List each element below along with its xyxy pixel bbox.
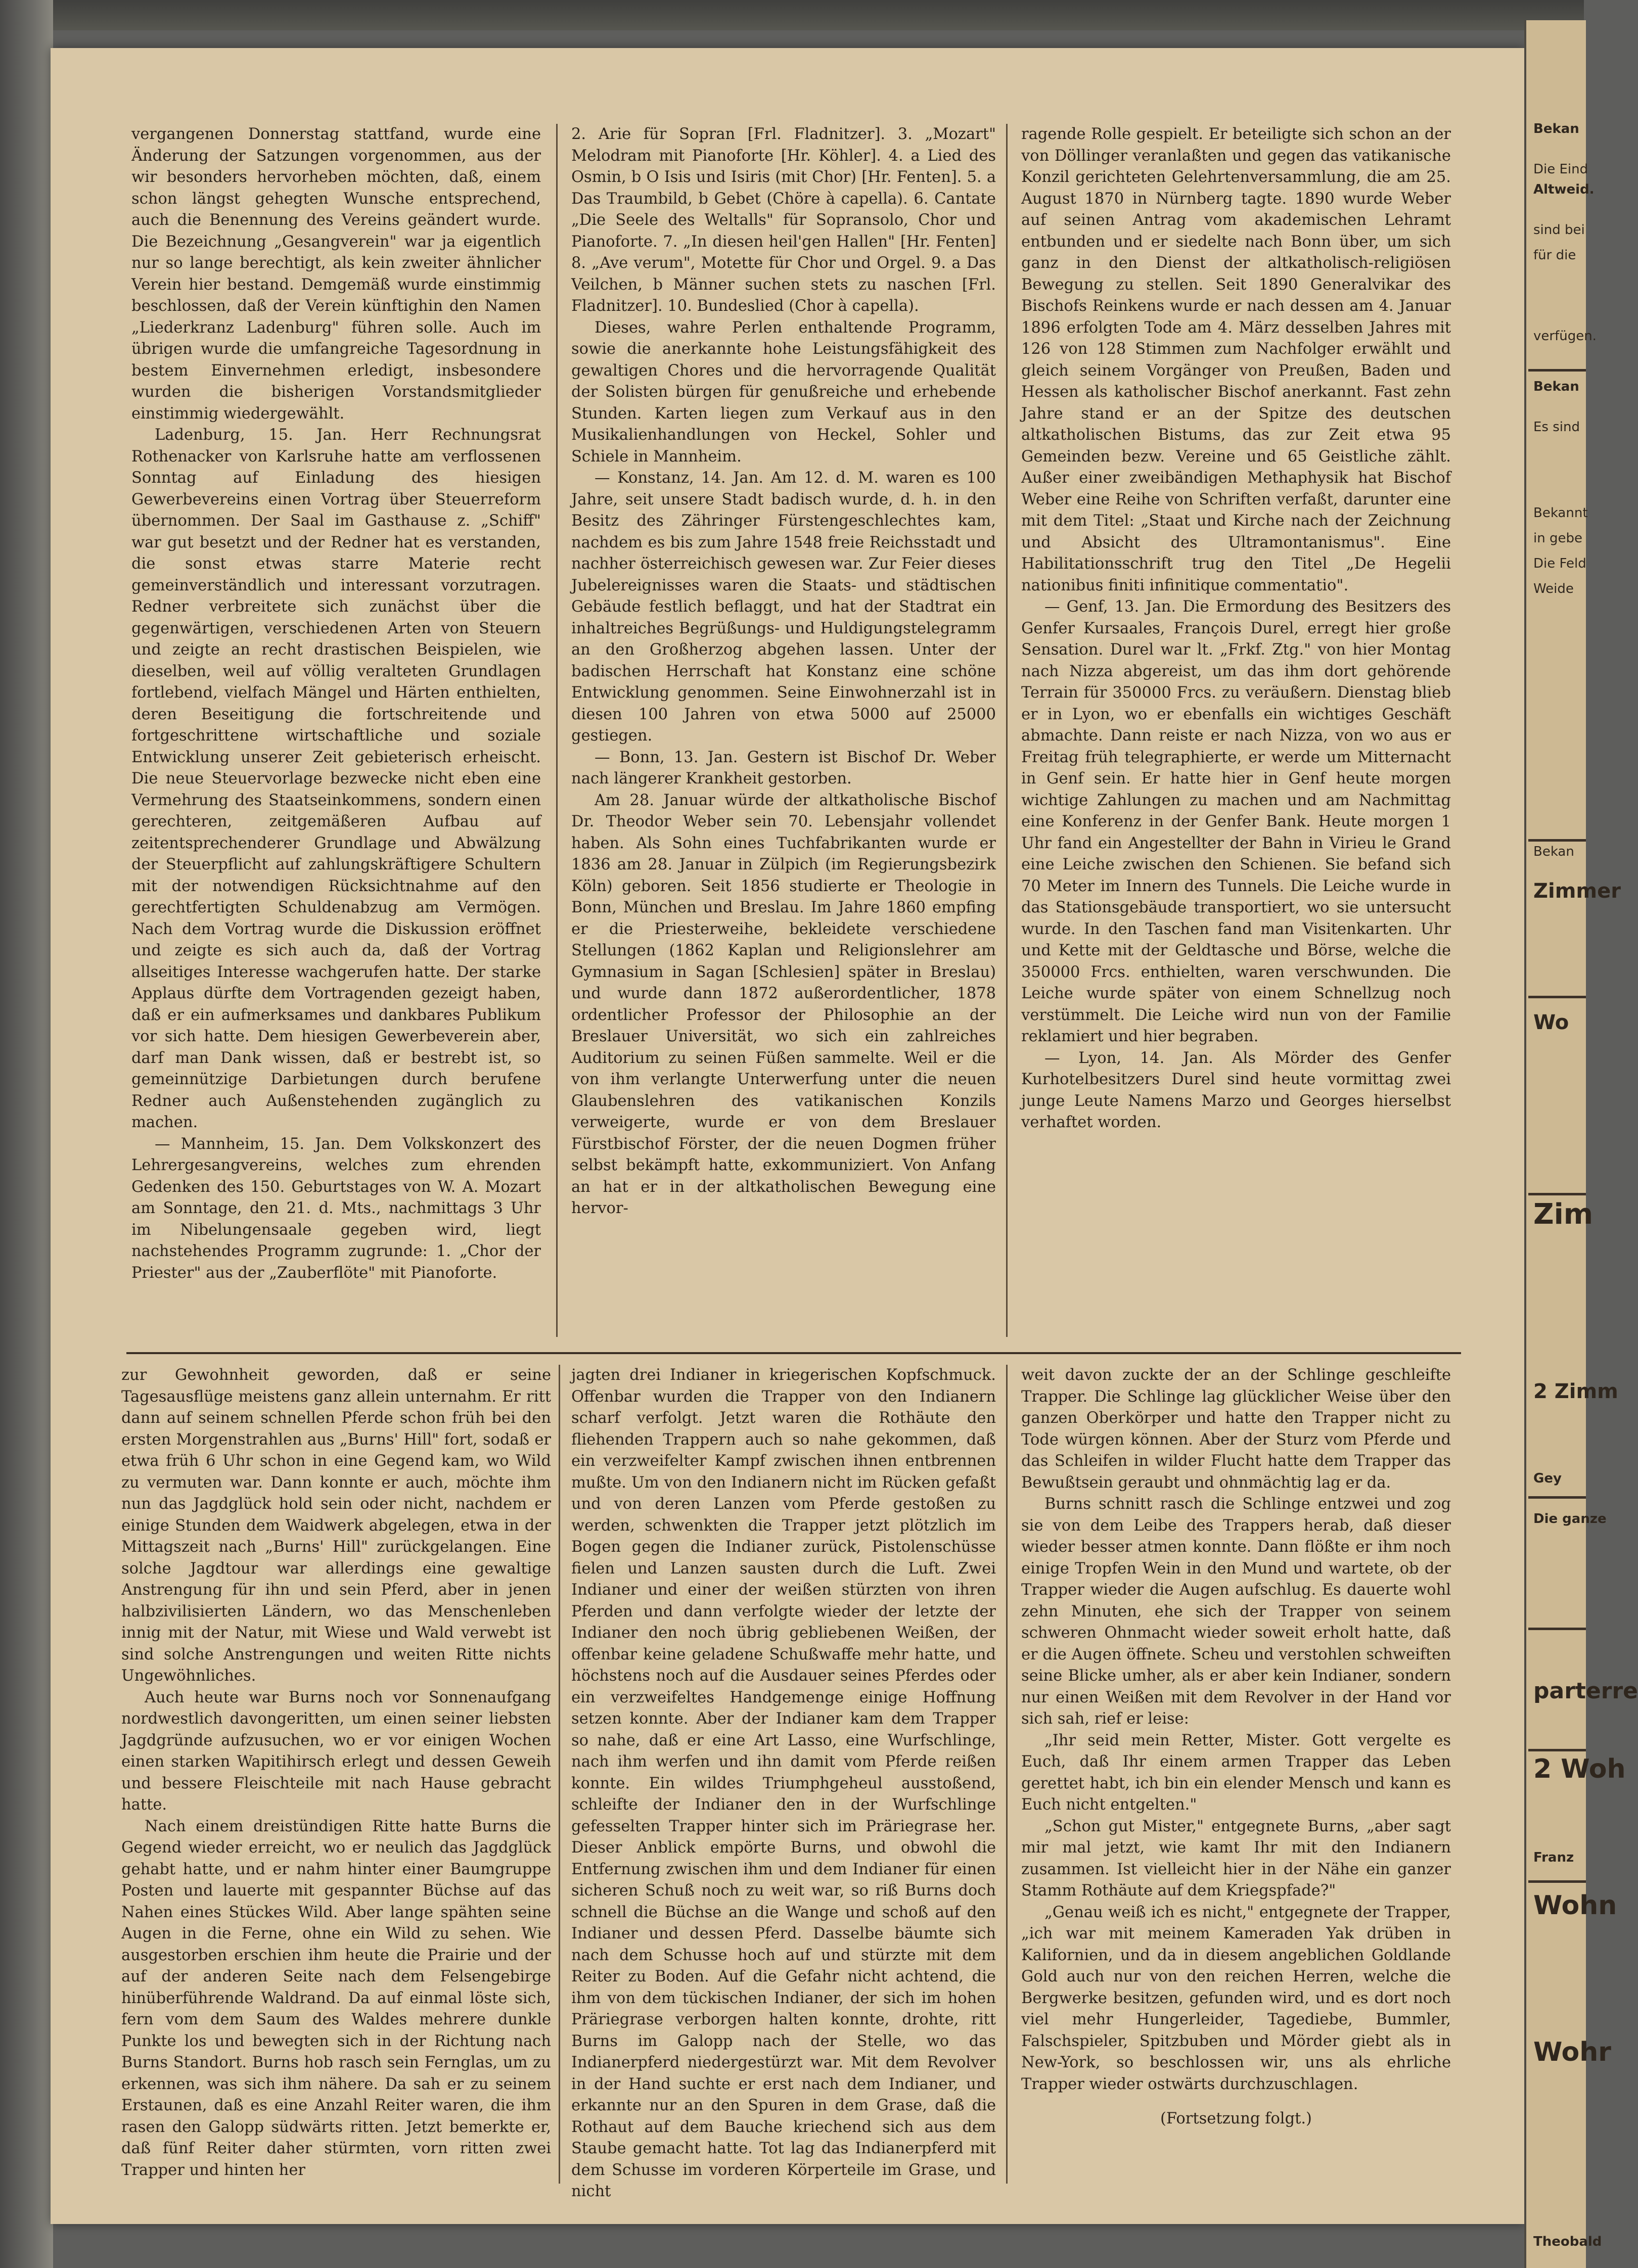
edge-rule: [1528, 996, 1586, 998]
edge-text: Bekan: [1533, 844, 1574, 859]
news-column-2: [571, 124, 996, 1220]
edge-rule: [1528, 1749, 1586, 1751]
edge-text: Bekan: [1533, 121, 1579, 136]
edge-text: Bekan: [1533, 379, 1579, 394]
edge-text: verfügen.: [1533, 329, 1597, 344]
edge-text: Altweid.: [1533, 182, 1595, 197]
edge-text: 2 Zimm: [1533, 1380, 1618, 1403]
story-paragraph: weit davon zuckte der an der Schlinge geschleifte Trapper. Die Schlinge lag glücklicher Weise über den ganzen Oberkörper und hatte den Trapper nicht zu Tode würgen können. Aber der Sturz vom Pferde und das Schleifen in wilder Flucht hatte dem Trapper das Bewußtsein geraubt und ohnmächtig lag er da.: [1021, 1366, 1451, 1492]
news-article-weber-biography: Am 28. Januar würde der altkatholische Bischof Dr. Theodor Weber sein 70. Lebensjahr vollendet haben. Als Sohn eines Tuchfabrikanten wurde er 1836 am 28. Januar in Zülpich (im Regierungsbezirk Köln) geboren. Seit 1856 studierte er Theologie in Bonn, München und Breslau. Im Jahre 1860 empfing er die Priesterweihe, bekleidete verschiedene Stellungen (1862 Kaplan und Religionslehrer am Gymnasium in Sagan [Schlesien] später in Breslau) und wurde dann 1872 außerordentlicher, 1878 ordentlicher Professor der Philosophie an der Breslauer Universität, wo sich ein zahlreiches Auditorium zu seinen Füßen sammelte. Weil er die von ihm verlangte Unterwerfung unter die neuen Glaubenslehren des vatikanischen Konzils verweigerte, wurde er von dem Breslauer Fürstbischof Förster, der die neuen Dogmen früher selbst bekämpft hatte, exkommuniziert. Von Anfang an hat er in der altkatholischen Bewegung eine hervor-: [571, 791, 996, 1217]
edge-rule: [1528, 839, 1586, 842]
scanner-background-top: [0, 0, 1584, 30]
adjacent-page-edge: [1524, 20, 1638, 2268]
edge-text: Wo: [1533, 1011, 1569, 1034]
news-article-ladenburg: Ladenburg, 15. Jan. Herr Rechnungsrat Rothenacker von Karlsruhe hatte am verflossenen Sonntag auf Einladung des hiesigen Gewerbevereins einen Vortrag über Steuerreform übernommen. Der Saal im Gasthause z. „Schiff" war gut besetzt und der Redner hat es verstanden, die sonst etwas starre Materie recht gemeinverständlich und interessant vorzutragen. Redner verbreitete sich zunächst über die gegenwärtigen, verschiedenen Arten von Steuern und zeigte an recht drastischen Beispielen, wie dieselben, weil auf völlig veralteten Grundlagen fortlebend, vielfach Mängel und Härten enthielten, deren Beseitigung die fortschreitende und fortgeschrittene wirtschaftliche und soziale Entwicklung unserer Zeit gebieterisch erheischt. Die neue Steuervorlage bezwecke nicht eben eine Vermehrung des Staatseinkommens, sondern einen gerechteren, zeitgemäßeren Aufbau auf zeitentsprechenderer Grundlage und Abwälzung der Steuerpflicht auf zahlungskräftigere Schultern mit der notwendigen Rücksichtnahme auf den gerechtfertigten Schuldenabzug am Vermögen. Nach dem Vortrag wurde die Diskussion eröffnet und zeigte es sich auch da, daß der Vortrag allseitiges Interesse wachgerufen hatte. Der starke Applaus dürfte dem Vortragenden gezeigt haben, daß er ein aufmerksames und dankbares Publikum vor sich hatte. Dem hiesigen Gewerbeverein aber, darf man Dank wissen, daß er bestrebt ist, so gemeinnützige Darbietungen durch berufene Redner auch Außenstehenden zugänglich zu machen.: [131, 426, 541, 1131]
edge-text: in gebe: [1533, 531, 1582, 546]
feuilleton-separator: [126, 1352, 1461, 1354]
edge-text: Theobald: [1533, 2234, 1602, 2249]
edge-text: sind bei: [1533, 222, 1585, 238]
scanner-background-left: [0, 0, 53, 2268]
newspaper-page: [51, 48, 1524, 2224]
edge-text: Es sind: [1533, 420, 1580, 435]
column-divider: [1006, 1365, 1008, 2184]
edge-rule: [1528, 1496, 1586, 1499]
column-divider: [1006, 124, 1008, 1337]
news-program-list: 2. Arie für Sopran [Frl. Fladnitzer]. 3. „Mozart" Melodram mit Pianoforte [Hr. Köhler]. 4. a Lied des Osmin, b O Isis und Isiris (mit Chor) [Hr. Fenten]. 5. a Das Traumbild, b Gebet (Chöre à capella). 6. Cantate „Die Seele des Weltalls" für Sopransolo, Chor und Pianoforte. 7. „In diesen heil'gen Hallen" [Hr. Fenten] 8. „Ave verum", Motette für Chor und Orgel. 9. a Das Veilchen, b Männer suchen stets zu naschen [Frl. Fladnitzer]. 10. Bundeslied (Chor à capella).: [571, 125, 996, 315]
news-weber-continued: ragende Rolle gespielt. Er beteiligte sich schon an der von Döllinger veranlaßten und gegen das vatikanische Konzil gerichteten Gelehrtenversammlung, die am 25. August 1870 in Nürnberg tagte. 1890 wurde Weber auf seinen Antrag vom akademischen Lehramt entbunden und er siedelte nach Bonn über, um sich ganz in den Dienst der altkatholisch-religiösen Bewegung zu stellen. Seit 1890 Generalvikar des Bischofs Reinkens wurde er nach dessen am 4. Januar 1896 erfolgten Tode am 4. März desselben Jahres mit 126 von 128 Stimmen zum Nachfolger erwählt und gleich seinem Vorgänger von Preußen, Baden und Hessen als katholischer Bischof anerkannt. Fast zehn Jahre stand er an der Spitze des deutschen altkatholischen Bistums, das zur Zeit etwa 95 Gemeinden bezw. Vereine und 65 Geistliche zählt. Außer einer zweibändigen Methaphysik hat Bischof Weber eine Reihe von Schriften verfaßt, darunter eine mit dem Titel: „Staat und Kirche nach der Zeichnung und Absicht des Ultramontanismus". Eine Habilitationsschrift trug den Titel „De Hegelii nationibus finiti infinitique commentatio".: [1021, 125, 1451, 594]
story-column-3: [1021, 1365, 1451, 2130]
story-dialogue: „Ihr seid mein Retter, Mister. Gott vergelte es Euch, daß Ihr einem armen Trapper das Leben gerettet habt, ich bin ein elender Mensch und kann es Euch nicht entgelten.": [1021, 1731, 1451, 1814]
news-program-summary: Dieses, wahre Perlen enthaltende Programm, sowie die anerkannte hohe Leistungsfähigkeit des gewaltigen Chores und die hervorragende Qualität der Solisten bürgen für genußreiche und erhebende Stunden. Karten liegen zum Verkauf aus in den Musikalienhandlungen von Heckel, Sohler und Schiele in Mannheim.: [571, 318, 996, 466]
story-paragraph: Auch heute war Burns noch vor Sonnenaufgang nordwestlich davongeritten, um einen seiner liebsten Jagdgründe aufzusuchen, wo er vor einigen Wochen einen starken Wapitihirsch erlegt und dessen Geweih und bessere Fleischteile mit nach Hause gebracht hatte.: [121, 1688, 551, 1814]
news-article-konstanz: — Konstanz, 14. Jan. Am 12. d. M. waren es 100 Jahre, seit unsere Stadt badisch wurde, d. h. in den Besitz des Zähringer Fürstengeschlechtes kam, nachdem es bis zum Jahre 1548 freie Reichsstadt und nachher österreichisch gewesen war. Zur Feier dieses Jubelereignisses waren die Staats- und städtischen Gebäude festlich beflaggt, und hat der Stadtrat ein inhaltreiches Begrüßungs- und Huldigungstelegramm an den Großherzog abgehen lassen. Unter der badischen Herrschaft hat Konstanz eine schöne Entwicklung genommen. Seine Einwohnerzahl ist in diesen 100 Jahren von etwa 5000 auf 25000 gestiegen.: [571, 469, 996, 745]
news-article-mannheim: — Mannheim, 15. Jan. Dem Volkskonzert des Lehrergesangvereins, welches zum ehrenden Gedenken des 150. Geburtstages von W. A. Mozart am Sonntage, den 21. d. Mts., nachmittags 3 Uhr im Nibelungensaale gegeben wird, liegt nachstehendes Programm zugrunde: 1. „Chor der Priester" aus der „Zauberflöte" mit Pianoforte.: [131, 1135, 541, 1282]
edge-text: Wohr: [1533, 2037, 1611, 2067]
edge-text: Bekannt: [1533, 505, 1588, 521]
column-divider: [556, 124, 558, 1337]
news-column-1: [131, 124, 541, 1284]
edge-rule: [1528, 369, 1586, 372]
edge-text: Die Eind: [1533, 162, 1588, 177]
news-article-lyon: — Lyon, 14. Jan. Als Mörder des Genfer Kurhotelbesitzers Durel sind heute vormittag zwei junge Leute Namens Marzo und Georges hierselbst verhaftet worden.: [1021, 1049, 1451, 1131]
edge-text: Zimmer: [1533, 880, 1621, 903]
story-paragraph: zur Gewohnheit geworden, daß er seine Tagesausflüge meistens ganz allein unternahm. Er ritt dann auf seinem schnellen Pferde schon früh bei den ersten Morgenstrahlen aus „Burns' Hill" fort, sodaß er etwa früh 6 Uhr schon in eine Gegend kam, wo Wild zu vermuten war. Dann konnte er auch, möchte ihm nun das Jagdglück hold sein oder nicht, nachdem er einige Stunden dem Waidwerk abgelegen, etwa in der Mittagszeit nach „Burns' Hill" zurückgelangen. Eine solche Jagdtour war allerdings eine gewaltige Anstrengung für ihn und sein Pferd, aber in jenen halbzivilisierten Ländern, wo das Menschenleben innig mit der Natur, mit Wiese und Wald verwebt ist sind solche Anstrengungen und weiten Ritte nichts Ungewöhnliches.: [121, 1366, 551, 1685]
story-column-2: [571, 1365, 996, 2203]
edge-text: Wohn: [1533, 1890, 1617, 1921]
column-divider: [559, 1365, 560, 2184]
news-column-3: [1021, 124, 1451, 1134]
story-dialogue: „Schon gut Mister," entgegnete Burns, „aber sagt mir mal jetzt, wie kamt Ihr mit den Indianern zusammen. Ist vielleicht hier in der Nähe ein ganzer Stamm Rothäute auf dem Kriegspfade?": [1021, 1817, 1451, 1900]
edge-text: für die: [1533, 248, 1576, 263]
story-column-1: [121, 1365, 551, 2181]
edge-rule: [1528, 1880, 1586, 1883]
story-paragraph: Burns schnitt rasch die Schlinge entzwei und zog sie von dem Leibe des Trappers herab, daß dieser wieder besser atmen konnte. Dann flößte er ihm noch einige Tropfen Wein in den Mund und wartete, ob der Trapper wieder die Augen aufschlug. Es dauerte wohl zehn Minuten, ehe sich der Trapper von seinem schweren Ohnmacht wieder soweit erholt hatte, daß er die Augen öffnete. Scheu und verstohlen schweiften seine Blicke umher, als er aber kein Indianer, sondern nur einen Weißen mit dem Revolver in der Hand vor sich sah, rief er leise:: [1021, 1495, 1451, 1728]
edge-text: Weide: [1533, 581, 1574, 596]
story-paragraph: Nach einem dreistündigen Ritte hatte Burns die Gegend wieder erreicht, wo er neulich das Jagdglück gehabt hatte, und er nahm hinter einer Baumgruppe Posten und lauerte mit gespannter Büchse auf das Nahen eines Stückes Wild. Aber lange spähten seine Augen in die Ferne, ohne ein Wild zu sehen. Wie ausgestorben erschien ihm heute die Prairie und der auf der anderen Seite nach dem Felsengebirge hinüberführende Waldrand. Da auf einmal löste sich, fern vom dem Saum des Waldes mehrere dunkle Punkte los und bewegten sich in der Richtung nach Burns Standort. Burns hob rasch sein Fernglas, um zu erkennen, was sich ihm nähere. Da sah er zu seinem Erstaunen, daß es eine Anzahl Reiter waren, die ihm rasen den Galopp südwärts ritten. Jetzt bemerkte er, daß fünf Reiter daher stürmten, vorn ritten zwei Trapper und hinten her: [121, 1817, 551, 2179]
news-article-bonn: — Bonn, 13. Jan. Gestern ist Bischof Dr. Weber nach längerer Krankheit gestorben.: [571, 748, 996, 788]
story-dialogue: „Genau weiß ich es nicht," entgegnete der Trapper, „ich war mit meinem Kameraden Yak drüben in Kalifornien, und da in diesem angeblichen Goldlande Gold auch nur von den reichen Herren, welche die Bergwerke besitzen, gefunden wird, und es dort noch viel mehr Hungerleider, Tagediebe, Bummler, Falschspieler, Spitzbuben und Mörder giebt als in New-York, so beschlossen wir, uns als ehrliche Trapper wieder ostwärts durchzuschlagen.: [1021, 1903, 1451, 2093]
edge-text: Die ganze: [1533, 1511, 1607, 1526]
edge-text: Franz: [1533, 1850, 1574, 1865]
story-paragraph: jagten drei Indianer in kriegerischen Kopfschmuck. Offenbar wurden die Trapper von den Indianern scharf verfolgt. Jetzt waren die Rothäute den fliehenden Trappern auch so nahe gekommen, daß ein verzweifelter Kampf zwischen ihnen entbrennen mußte. Um von den Indianern nicht im Rücken gefaßt und von deren Lanzen vom Pferde gestoßen zu werden, schwenkten die Trapper jetzt plötzlich im Bogen gegen die Indianer zurück, Pistolenschüsse fielen und Lanzen sausten durch die Luft. Zwei Indianer und einer der weißen stürzten von ihren Pferden und dann verfolgte wieder der letzte der Indianer den noch übrig gebliebenen Weißen, der offenbar keine geladene Schußwaffe mehr hatte, und höchstens noch auf die Ausdauer seines Pferdes oder ein verzweifeltes Handgemenge einige Hoffnung setzen konnte. Aber der Indianer kam dem Trapper so nahe, daß er eine Art Lasso, eine Wurfschlinge, nach ihm werfen und ihn damit vom Pferde reißen konnte. Ein wildes Triumphgeheul ausstoßend, schleifte der Indianer den in der Wurfschlinge gefesselten Trapper hinter sich im Präriegrase her. Dieser Anblick empörte Burns, und obwohl die Entfernung zwischen ihm und dem Indianer für einen sicheren Schuß noch zu weit war, so riß Burns doch schnell die Büchse an die Wange und schoß auf den Indianer und dessen Pferd. Dasselbe bäumte sich nach dem Schusse hoch auf und stürzte mit dem Reiter zu Boden. Auf die Gefahr nicht achtend, die ihm von dem tückischen Indianer, der sich im hohen Präriegrase verborgen halten konnte, drohte, ritt Burns im Galopp nach der Stelle, wo das Indianerpferd niedergestürzt war. Mit dem Revolver in der Hand suchte er erst nach dem Indianer, und erkannte nur an den Spuren in dem Grase, daß die Rothaut auf dem Bauche kriechend sich aus dem Staube gemacht hatte. Tot lag das Indianerpferd mit dem Schusse im vorderen Körperteile im Grase, und nicht: [571, 1366, 996, 2200]
edge-rule: [1528, 1628, 1586, 1630]
continuation-note: (Fortsetzung folgt.): [1160, 2110, 1312, 2127]
edge-text: Gey: [1533, 1471, 1562, 1486]
edge-text: 2 Woh: [1533, 1754, 1626, 1784]
edge-rule: [1528, 1193, 1586, 1195]
edge-text: Zim: [1533, 1198, 1594, 1231]
news-article-genf: — Genf, 13. Jan. Die Ermordung des Besitzers des Genfer Kursaales, François Durel, erregt hier große Sensation. Durel war lt. „Frkf. Ztg." von hier Montag nach Nizza abgereist, um das ihm dort gehörende Terrain für 350000 Frcs. zu veräußern. Dienstag blieb er in Lyon, wo er ebenfalls ein wichtiges Geschäft abmachte. Dann reiste er nach Nizza, von wo aus er Freitag früh telegraphierte, er werde um Mitternacht in Genf sein. Er hatte hier in Genf heute morgen wichtige Zahlungen zu machen und am Nachmittag eine Konferenz in der Genfer Bank. Heute morgen 1 Uhr fand ein Angestellter der Bahn in Virieu le Grand eine Leiche zwischen den Schienen. Sie befand sich 70 Meter im Innern des Tunnels. Die Leiche wurde in das Stationsgebäude transportiert, wo sie untersucht wurde. In den Taschen fand man Visitenkarten. Uhr und Kette mit der Geldtasche und Börse, welche die 350000 Frcs. enthielten, waren verschwunden. Die Leiche wurde später von einem Schnellzug noch verstümmelt. Die Leiche wird nun von der Familie reklamiert und hier begraben.: [1021, 598, 1451, 1045]
edge-text: parterre: [1533, 1678, 1638, 1704]
news-article-gesangverein: vergangenen Donnerstag stattfand, wurde eine Änderung der Satzungen vorgenommen, aus der wir besonders hervorheben möchten, daß, einem schon längst gehegten Wunsche entsprechend, auch die Benennung des Vereins geändert wurde. Die Bezeichnung „Gesangverein" war ja eigentlich nur so lange berechtigt, als kein zweiter ähnlicher Verein hier bestand. Demgemäß wurde einstimmig beschlossen, daß der Verein künftighin den Namen „Liederkranz Ladenburg" führen solle. Auch im übrigen wurde die umfangreiche Tagesordnung in bestem Einvernehmen erledigt, insbesondere wurden die bisherigen Vorstandsmitglieder einstimmig wiedergewählt.: [131, 125, 541, 423]
edge-text: Die Feld: [1533, 556, 1586, 571]
